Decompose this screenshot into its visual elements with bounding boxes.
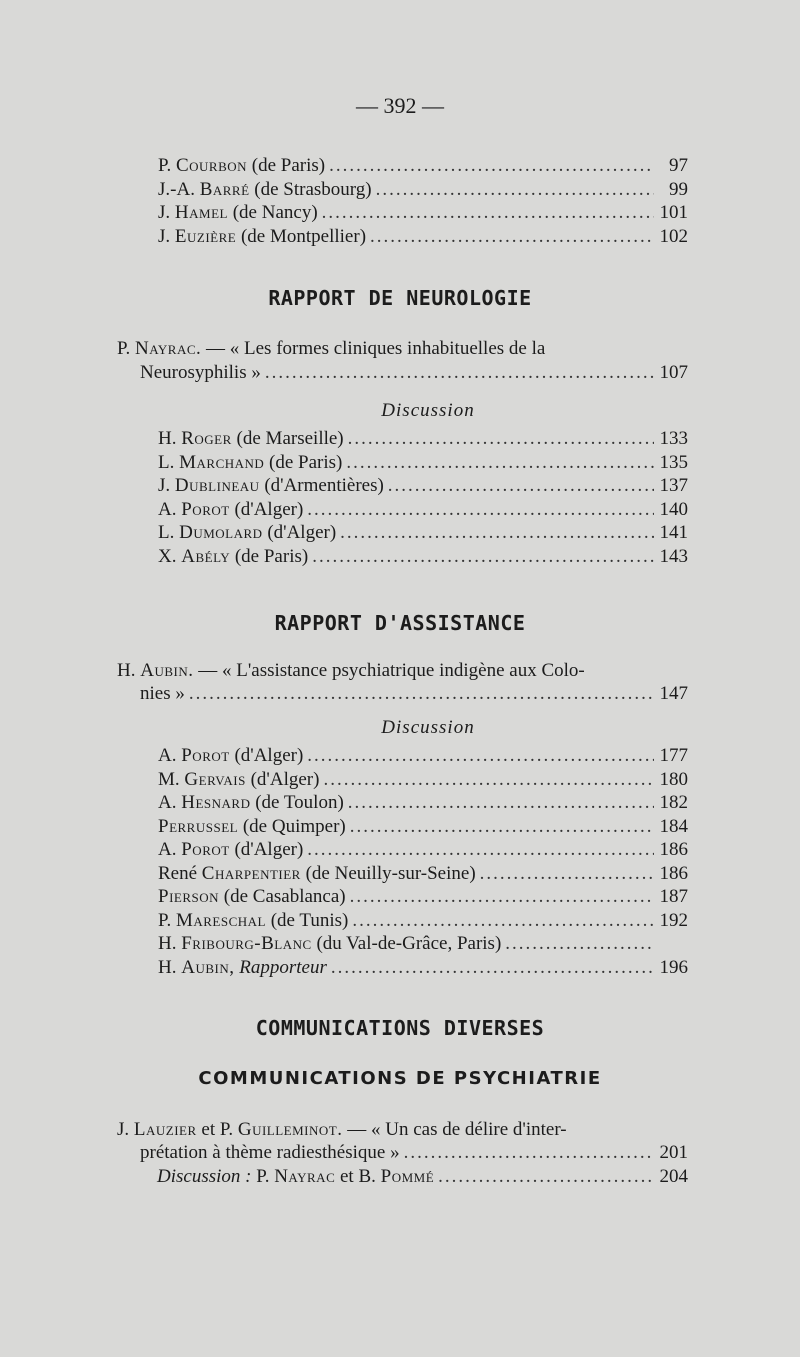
- neuro-entry: J. Dublineau (d'Armentières) ..... 137: [158, 475, 688, 501]
- assist-entry: A. Hesnard (de Toulon) ..... 182: [158, 792, 688, 818]
- page-number: — 392 —: [356, 93, 444, 118]
- assist-entry: H. Aubin, Rapporteur ..... 196: [158, 957, 688, 983]
- neuro-report-line2: Neurosyphilis » ..... 107: [140, 362, 688, 388]
- assist-entry: A. Porot (d'Alger) ..... 186: [158, 839, 688, 865]
- top-entry: P. Courbon (de Paris) ..... 97: [158, 155, 688, 181]
- top-entry: J. Hamel (de Nancy) ..... 101: [158, 202, 688, 228]
- neuro-report-line1: P. Nayrac. — « Les formes cliniques inhabituelles de la: [117, 338, 546, 359]
- heading-communications: COMMUNICATIONS DIVERSES: [255, 1016, 545, 1040]
- neuro-entry: H. Roger (de Marseille) ..... 133: [158, 428, 688, 454]
- assist-report-line1: H. Aubin. — « L'assistance psychiatrique indigène aux Colo-: [117, 660, 585, 681]
- assist-entry: A. Porot (d'Alger) ..... 177: [158, 745, 688, 771]
- assist-entry: P. Mareschal (de Tunis) ..... 192: [158, 910, 688, 936]
- assist-entry: H. Fribourg-Blanc (du Val-de-Grâce, Paris) .....: [158, 933, 688, 959]
- heading-assistance: RAPPORT D'ASSISTANCE: [274, 611, 526, 635]
- neuro-entry: X. Abély (de Paris) ..... 143: [158, 546, 688, 572]
- assist-entry: M. Gervais (d'Alger) ..... 180: [158, 769, 688, 795]
- discussion-label-neurologie: Discussion: [381, 400, 475, 421]
- comm-item-line2: prétation à thème radiesthésique » ..... 201: [140, 1142, 688, 1168]
- neuro-entry: A. Porot (d'Alger) ..... 140: [158, 499, 688, 525]
- neuro-entry: L. Marchand (de Paris) ..... 135: [158, 452, 688, 478]
- top-entry: J. Euzière (de Montpellier) ..... 102: [158, 226, 688, 252]
- neuro-entry: L. Dumolard (d'Alger) ..... 141: [158, 522, 688, 548]
- assist-report-line2: nies » ..... 147: [140, 683, 688, 709]
- comm-discussion-line: Discussion : P. Nayrac et B. Pommé ..... 204: [157, 1166, 688, 1192]
- heading-neurologie: RAPPORT DE NEUROLOGIE: [268, 286, 532, 310]
- subheading-psychiatrie: COMMUNICATIONS DE PSYCHIATRIE: [198, 1068, 602, 1089]
- assist-entry: René Charpentier (de Neuilly-sur-Seine) ..... 186: [158, 863, 688, 889]
- assist-entry: Perrussel (de Quimper) ..... 184: [158, 816, 688, 842]
- discussion-label-assistance: Discussion: [381, 717, 475, 738]
- assist-entry: Pierson (de Casablanca) ..... 187: [158, 886, 688, 912]
- top-entry: J.-A. Barré (de Strasbourg) ..... 99: [158, 179, 688, 205]
- comm-item-line1: J. Lauzier et P. Guilleminot. — « Un cas de délire d'inter-: [117, 1119, 567, 1140]
